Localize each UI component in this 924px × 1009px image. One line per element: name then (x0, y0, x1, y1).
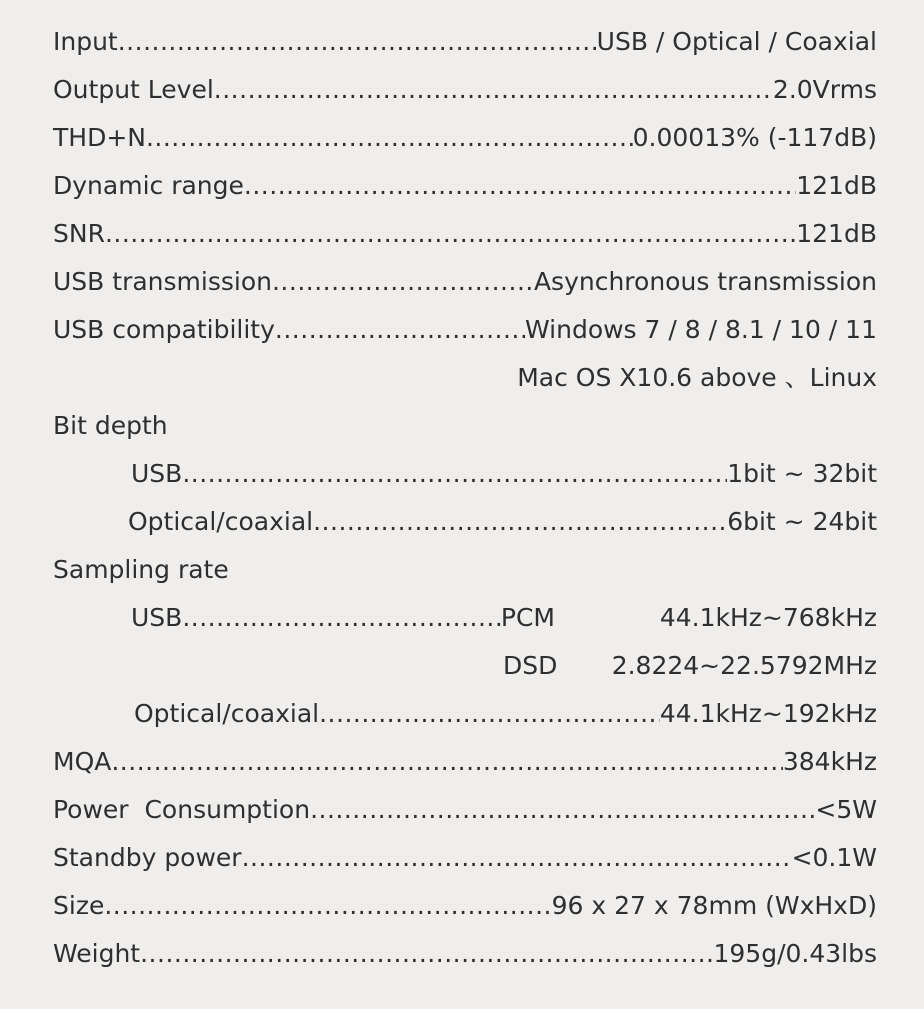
spec-row-snr (53, 217, 877, 251)
spec-row-weight (53, 937, 877, 971)
spec-label: Size (53, 891, 105, 920)
spec-row-thd-n (53, 121, 877, 155)
spec-value: USB / Optical / Coaxial (596, 27, 877, 56)
spec-value: <5W (815, 795, 877, 824)
spec-value: 96 x 27 x 78mm (WxHxD) (551, 891, 877, 920)
spec-value: 121dB (796, 219, 877, 248)
spec-row-standby-power (53, 841, 877, 875)
leader-dots (272, 265, 534, 299)
section-heading-bit-depth: Bit depth (53, 411, 168, 440)
spec-label: USB (131, 603, 183, 632)
spec-value: 6bit ~ 24bit (727, 507, 877, 536)
leader-dots (104, 889, 551, 923)
spec-label: Power Consumption (53, 795, 311, 824)
spec-row-dynamic-range (53, 169, 877, 203)
spec-value: 121dB (796, 171, 877, 200)
spec-label: Optical/coaxial (134, 699, 320, 728)
spec-tag-dsd: DSD (503, 651, 558, 680)
spec-row-output-level (53, 73, 877, 107)
spec-value-continuation: Mac OS X10.6 above 、Linux (517, 363, 877, 392)
leader-dots (319, 697, 660, 731)
spec-value: 384kHz (782, 747, 877, 776)
spec-row-size (53, 889, 877, 923)
leader-dots (111, 745, 783, 779)
leader-dots (275, 313, 525, 347)
spec-row-input (53, 25, 877, 59)
leader-dots (146, 121, 633, 155)
spec-row-usb-transmission (53, 265, 877, 299)
spec-label: Output Level (53, 75, 214, 104)
spec-label: MQA (53, 747, 112, 776)
spec-label: Input (53, 27, 118, 56)
spec-row-power-consumption (53, 793, 877, 827)
spec-value: 2.0Vrms (772, 75, 877, 104)
spec-row-sampling-optical (134, 697, 877, 731)
leader-dots (105, 217, 796, 251)
spec-row-mqa (53, 745, 877, 779)
spec-label: Weight (53, 939, 141, 968)
spec-value: <0.1W (791, 843, 877, 872)
spec-label: Standby power (53, 843, 242, 872)
leader-dots (242, 841, 792, 875)
spec-label: Optical/coaxial (128, 507, 314, 536)
spec-row-bit-depth-usb (131, 457, 877, 491)
spec-value: Windows 7 / 8 / 8.1 / 10 / 11 (524, 315, 877, 344)
leader-dots (140, 937, 713, 971)
leader-dots (313, 505, 727, 539)
spec-label: USB transmission (53, 267, 272, 296)
spec-value-dsd: 2.8224~22.5792MHz (611, 651, 877, 680)
spec-label: SNR (53, 219, 105, 248)
spec-label: USB compatibility (53, 315, 275, 344)
leader-dots (118, 25, 597, 59)
spec-value: 44.1kHz~192kHz (659, 699, 877, 728)
leader-dots (244, 169, 796, 203)
spec-value: Asynchronous transmission (533, 267, 877, 296)
spec-label: USB (131, 459, 183, 488)
spec-label: THD+N (53, 123, 146, 152)
spec-value: 0.00013% (-117dB) (632, 123, 877, 152)
spec-row-usb-compatibility (53, 313, 877, 347)
spec-row-sampling-usb (131, 601, 555, 635)
spec-label: Dynamic range (53, 171, 244, 200)
leader-dots (182, 601, 501, 635)
spec-value-pcm: 44.1kHz~768kHz (659, 603, 877, 632)
spec-value: 195g/0.43lbs (713, 939, 877, 968)
leader-dots (310, 793, 815, 827)
leader-dots (214, 73, 773, 107)
spec-tag-pcm: PCM (500, 603, 555, 632)
section-heading-sampling-rate: Sampling rate (53, 555, 229, 584)
spec-row-bit-depth-optical (128, 505, 877, 539)
spec-value: 1bit ~ 32bit (727, 459, 877, 488)
leader-dots (182, 457, 727, 491)
